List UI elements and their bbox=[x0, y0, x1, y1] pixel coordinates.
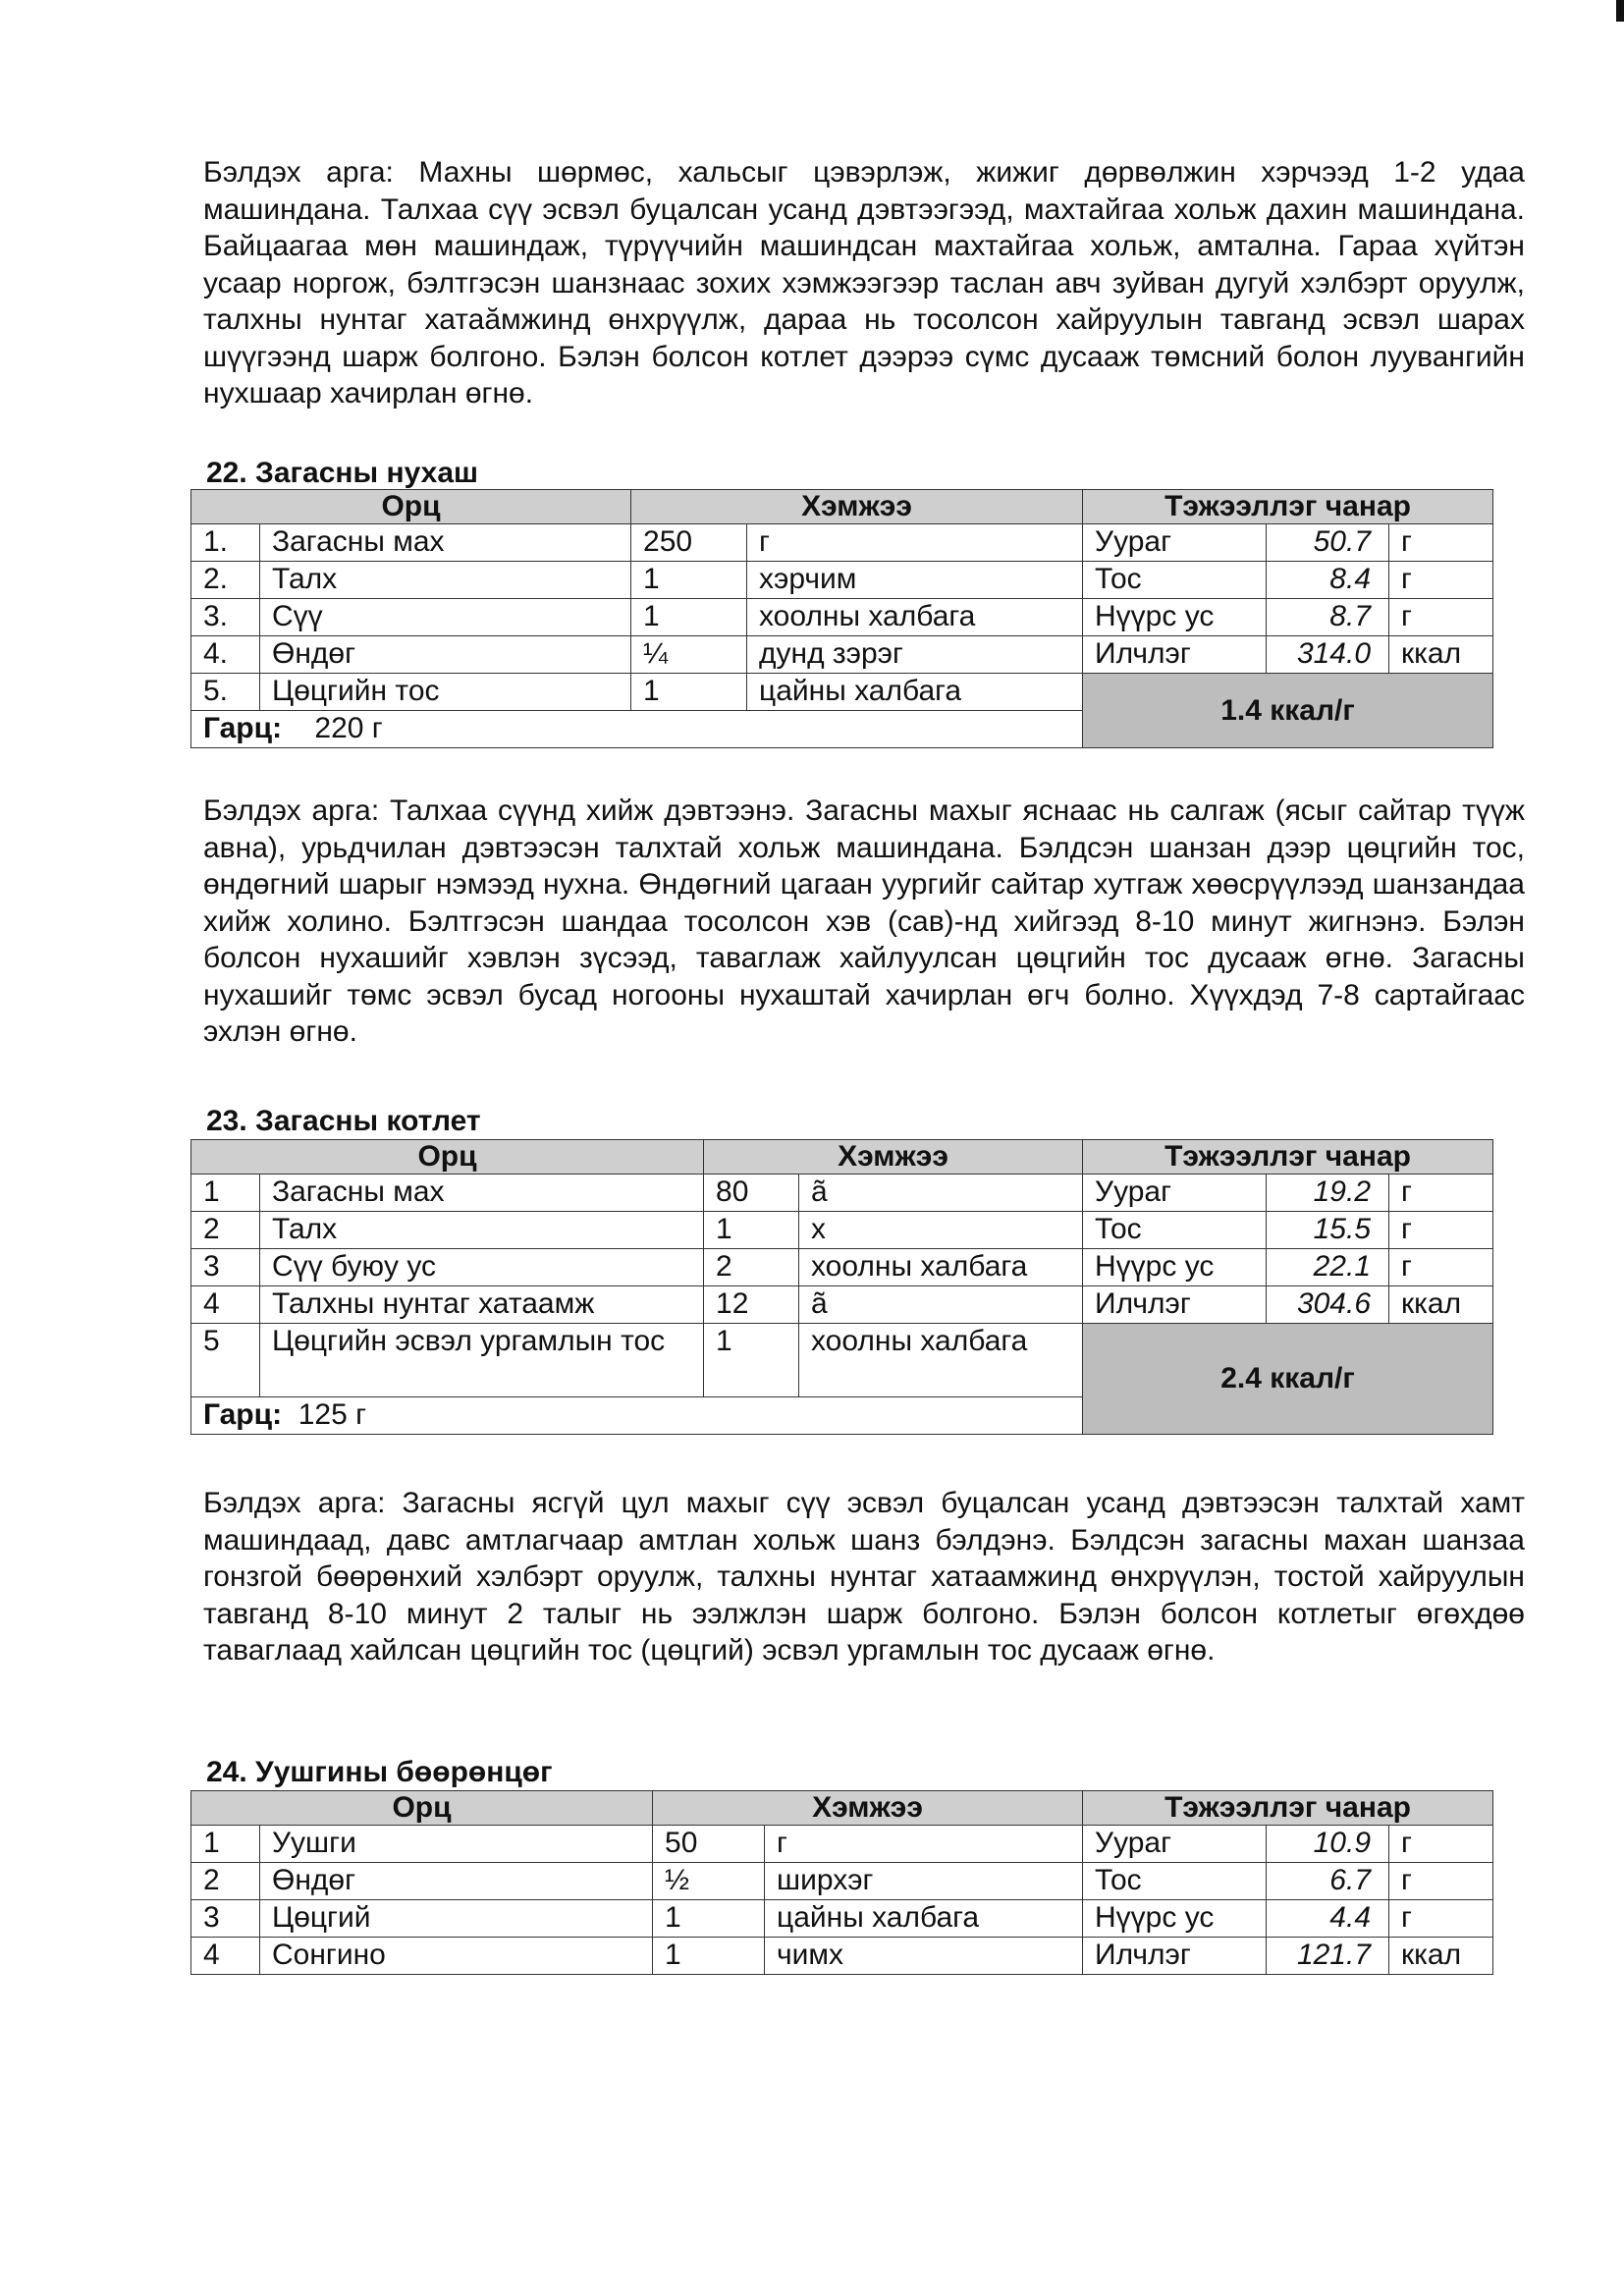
table-row bbox=[191, 1863, 1493, 1900]
header-amount: Хэмжээ bbox=[704, 1140, 1083, 1175]
nutrient-value: 10.9 bbox=[1267, 1826, 1389, 1863]
ingredient-qty: 250 bbox=[631, 524, 747, 562]
table-row bbox=[191, 636, 1493, 674]
row-number: 4. bbox=[191, 636, 260, 674]
ingredient-name: Талхны нунтаг хатаамж bbox=[260, 1286, 704, 1324]
row-number: 4 bbox=[191, 1286, 260, 1324]
table-header-row bbox=[191, 1791, 1493, 1826]
nutrient-value: 6.7 bbox=[1267, 1863, 1389, 1900]
ingredient-qty: 1 bbox=[704, 1324, 799, 1397]
table-row bbox=[191, 1900, 1493, 1938]
ingredient-unit: ã bbox=[799, 1175, 1083, 1212]
yield-cell bbox=[191, 1397, 1083, 1435]
yield-label: Гарц: bbox=[203, 1398, 283, 1431]
ingredient-qty: ¼ bbox=[631, 636, 747, 674]
row-number: 5 bbox=[191, 1324, 260, 1397]
ingredient-unit: ширхэг bbox=[765, 1863, 1083, 1900]
recipe-23-heading: 23. Загасны котлет bbox=[206, 1105, 481, 1137]
recipe-22-heading: 22. Загасны нухаш bbox=[206, 457, 479, 489]
table-row bbox=[191, 562, 1493, 599]
yield-cell bbox=[191, 711, 1083, 748]
nutrient-unit: г bbox=[1389, 562, 1493, 599]
ingredient-qty: 1 bbox=[631, 674, 747, 711]
ingredient-unit: цайны халбага bbox=[747, 674, 1083, 711]
ingredient-unit: чимх bbox=[765, 1938, 1083, 1975]
row-number: 1 bbox=[191, 1826, 260, 1863]
row-number: 3 bbox=[191, 1900, 260, 1938]
ingredient-qty: 80 bbox=[704, 1175, 799, 1212]
yield-value: 125 г bbox=[298, 1398, 367, 1431]
nutrient-unit: г bbox=[1389, 1826, 1493, 1863]
header-nutrition: Тэжээллэг чанар bbox=[1083, 1791, 1493, 1826]
nutrient-unit: ккал bbox=[1389, 1286, 1493, 1324]
nutrient-label: Нүүрс ус bbox=[1083, 599, 1267, 636]
nutrient-value: 15.5 bbox=[1267, 1212, 1389, 1249]
ingredient-name: Загасны мах bbox=[260, 1175, 704, 1212]
ingredient-unit: ã bbox=[799, 1286, 1083, 1324]
nutrient-value: 4.4 bbox=[1267, 1900, 1389, 1938]
nutrient-unit: г bbox=[1389, 1212, 1493, 1249]
row-number: 2. bbox=[191, 562, 260, 599]
nutrient-value: 8.4 bbox=[1267, 562, 1389, 599]
header-amount: Хэмжээ bbox=[631, 490, 1083, 524]
nutrient-unit: г bbox=[1389, 1175, 1493, 1212]
nutrient-unit: ккал bbox=[1389, 1938, 1493, 1975]
ingredient-unit: г bbox=[747, 524, 1083, 562]
nutrient-label: Илчлэг bbox=[1083, 1286, 1267, 1324]
table-row bbox=[191, 1175, 1493, 1212]
ingredient-qty: 2 bbox=[704, 1249, 799, 1286]
kcal-per-gram: 2.4 ккал/г bbox=[1083, 1324, 1493, 1435]
table-row bbox=[191, 599, 1493, 636]
row-number: 3. bbox=[191, 599, 260, 636]
header-ingredients: Орц bbox=[191, 1791, 653, 1826]
table-row bbox=[191, 1938, 1493, 1975]
nutrient-label: Нүүрс ус bbox=[1083, 1249, 1267, 1286]
nutrient-label: Уураг bbox=[1083, 1175, 1267, 1212]
nutrient-unit: ккал bbox=[1389, 636, 1493, 674]
header-ingredients: Орц bbox=[191, 490, 631, 524]
ingredient-name: Цөцгий bbox=[260, 1900, 653, 1938]
ingredient-unit: г bbox=[765, 1826, 1083, 1863]
row-number: 1. bbox=[191, 524, 260, 562]
nutrient-value: 19.2 bbox=[1267, 1175, 1389, 1212]
nutrient-value: 314.0 bbox=[1267, 636, 1389, 674]
ingredient-qty: ½ bbox=[653, 1863, 765, 1900]
ingredient-name: Сонгино bbox=[260, 1938, 653, 1975]
row-number: 3 bbox=[191, 1249, 260, 1286]
kcal-per-gram: 1.4 ккал/г bbox=[1083, 674, 1493, 748]
ingredient-name: Талх bbox=[260, 562, 631, 599]
scan-corner-mark bbox=[1616, 0, 1624, 22]
recipe-23-method: Бэлдэх арга: Загасны ясгүй цул махыг сүү эсвэл буцалсан усанд дэвтээсэн талхтай хамт машиндаад, давс амтлагчаар амтлан хольж шанз бэлдэнэ. Бэлдсэн загасны махан шанзаа гонзгой бөөрөнхий хэлбэрт оруулж, талхны нунтаг хатаамжинд өнхрүүлэн, тостой хайруулын тавганд 8-10 минут 2 талыг нь ээлжлэн шарж болгоно. Бэлэн болсон котлетыг өгөхдөө таваглаад хайлсан цөцгийн тос (цөцгий) эсвэл ургамлын тос дусааж өгнө. bbox=[203, 1487, 1525, 1667]
ingredient-unit: х bbox=[799, 1212, 1083, 1249]
row-number: 2 bbox=[191, 1863, 260, 1900]
header-nutrition: Тэжээллэг чанар bbox=[1083, 490, 1493, 524]
ingredient-unit: хоолны халбага bbox=[799, 1249, 1083, 1286]
nutrient-label: Илчлэг bbox=[1083, 1938, 1267, 1975]
ingredient-qty: 12 bbox=[704, 1286, 799, 1324]
table-row bbox=[191, 1324, 1493, 1397]
nutrient-label: Уураг bbox=[1083, 524, 1267, 562]
nutrient-unit: г bbox=[1389, 1863, 1493, 1900]
ingredient-qty: 50 bbox=[653, 1826, 765, 1863]
nutrient-value: 304.6 bbox=[1267, 1286, 1389, 1324]
ingredient-qty: 1 bbox=[653, 1938, 765, 1975]
ingredient-unit: хоолны халбага bbox=[799, 1324, 1083, 1397]
ingredient-name: Талх bbox=[260, 1212, 704, 1249]
recipe-23-table bbox=[190, 1139, 1493, 1435]
row-number: 1 bbox=[191, 1175, 260, 1212]
ingredient-unit: дунд зэрэг bbox=[747, 636, 1083, 674]
ingredient-qty: 1 bbox=[631, 562, 747, 599]
yield-label: Гарц: bbox=[203, 712, 283, 744]
table-row bbox=[191, 1212, 1493, 1249]
row-number: 4 bbox=[191, 1938, 260, 1975]
yield-value: 220 г bbox=[314, 712, 383, 744]
header-amount: Хэмжээ bbox=[653, 1791, 1083, 1826]
nutrient-value: 8.7 bbox=[1267, 599, 1389, 636]
nutrient-unit: г bbox=[1389, 1249, 1493, 1286]
ingredient-name: Сүү bbox=[260, 599, 631, 636]
nutrient-label: Илчлэг bbox=[1083, 636, 1267, 674]
table-header-row bbox=[191, 490, 1493, 524]
nutrient-label: Тос bbox=[1083, 1212, 1267, 1249]
recipe-24-heading: 24. Уушгины бөөрөнцөг bbox=[206, 1756, 553, 1788]
nutrient-value: 50.7 bbox=[1267, 524, 1389, 562]
table-row bbox=[191, 1249, 1493, 1286]
nutrient-label: Нүүрс ус bbox=[1083, 1900, 1267, 1938]
table-header-row bbox=[191, 1140, 1493, 1175]
nutrient-label: Тос bbox=[1083, 1863, 1267, 1900]
header-nutrition: Тэжээллэг чанар bbox=[1083, 1140, 1493, 1175]
ingredient-name: Сүү буюу ус bbox=[260, 1249, 704, 1286]
ingredient-qty: 1 bbox=[653, 1900, 765, 1938]
nutrient-value: 22.1 bbox=[1267, 1249, 1389, 1286]
ingredient-qty: 1 bbox=[631, 599, 747, 636]
nutrient-value: 121.7 bbox=[1267, 1938, 1389, 1975]
ingredient-name: Цөцгийн эсвэл ургамлын тос bbox=[260, 1324, 704, 1397]
header-ingredients: Орц bbox=[191, 1140, 704, 1175]
ingredient-name: Өндөг bbox=[260, 636, 631, 674]
ingredient-name: Загасны мах bbox=[260, 524, 631, 562]
table-row bbox=[191, 524, 1493, 562]
ingredient-unit: хоолны халбага bbox=[747, 599, 1083, 636]
nutrient-label: Уураг bbox=[1083, 1826, 1267, 1863]
nutrient-unit: г bbox=[1389, 524, 1493, 562]
nutrient-unit: г bbox=[1389, 599, 1493, 636]
nutrient-label: Тос bbox=[1083, 562, 1267, 599]
table-row bbox=[191, 674, 1493, 711]
ingredient-qty: 1 bbox=[704, 1212, 799, 1249]
ingredient-name: Өндөг bbox=[260, 1863, 653, 1900]
recipe-24-table bbox=[190, 1790, 1493, 1975]
ingredient-name: Цөцгийн тос bbox=[260, 674, 631, 711]
recipe-22-method: Бэлдэх арга: Талхаа сүүнд хийж дэвтээнэ. Загасны махыг яснаас нь салгаж (ясыг сайтар түүж авна), урьдчилан дэвтээсэн талхтай хольж машиндана. Бэлдсэн шанзан дээр цөцгийн тос, өндөгний шарыг нэмээд нухна. Өндөгний цагаан уургийг сайтар хутгаж хөөсрүүлээд шанзандаа хийж холино. Бэлтгэсэн шандаа тосолсон хэв (сав)-нд хийгээд 8-10 минут жигнэнэ. Бэлэн болсон нухашийг хэвлэн зүсээд, таваглаж хайлуулсан цөцгийн тос дусааж өгнө. Загасны нухашийг төмс эсвэл бусад ногооны нухаштай хачирлан өгч болно. Хүүхдэд 7-8 сартайгаас эхлэн өгнө. bbox=[203, 794, 1525, 1048]
intro-method-paragraph: Бэлдэх арга: Махны шөрмөс, хальсыг цэвэрлэж, жижиг дөрвөлжин хэрчээд 1-2 удаа машиндана. Талхаа сүү эсвэл буцалсан усанд дэвтээгээд, махтайгаа хольж дахин машиндана. Байцаагаа мөн машиндаж, түрүүчийн машиндсан махтайгаа хольж, амтална. Гараа хүйтэн усаар норгож, бэлтгэсэн шанзнаас зохих хэмжээгээр таслан авч зуйван дугуй хэлбэрт оруулж, талхны нунтаг хатаӑмжинд өнхрүүлж, дараа нь тосолсон хайруулын тавганд эсвэл шарах шүүгээнд шарж болгоно. Бэлэн болсон котлет дээрээ сүмс дусааж төмсний болон луувангийн нухшаар хачирлан өгнө. bbox=[203, 156, 1525, 410]
row-number: 5. bbox=[191, 674, 260, 711]
recipe-22-table bbox=[190, 489, 1493, 748]
ingredient-name: Уушги bbox=[260, 1826, 653, 1863]
nutrient-unit: г bbox=[1389, 1900, 1493, 1938]
ingredient-unit: хэрчим bbox=[747, 562, 1083, 599]
table-row bbox=[191, 1286, 1493, 1324]
table-row bbox=[191, 1826, 1493, 1863]
ingredient-unit: цайны халбага bbox=[765, 1900, 1083, 1938]
row-number: 2 bbox=[191, 1212, 260, 1249]
